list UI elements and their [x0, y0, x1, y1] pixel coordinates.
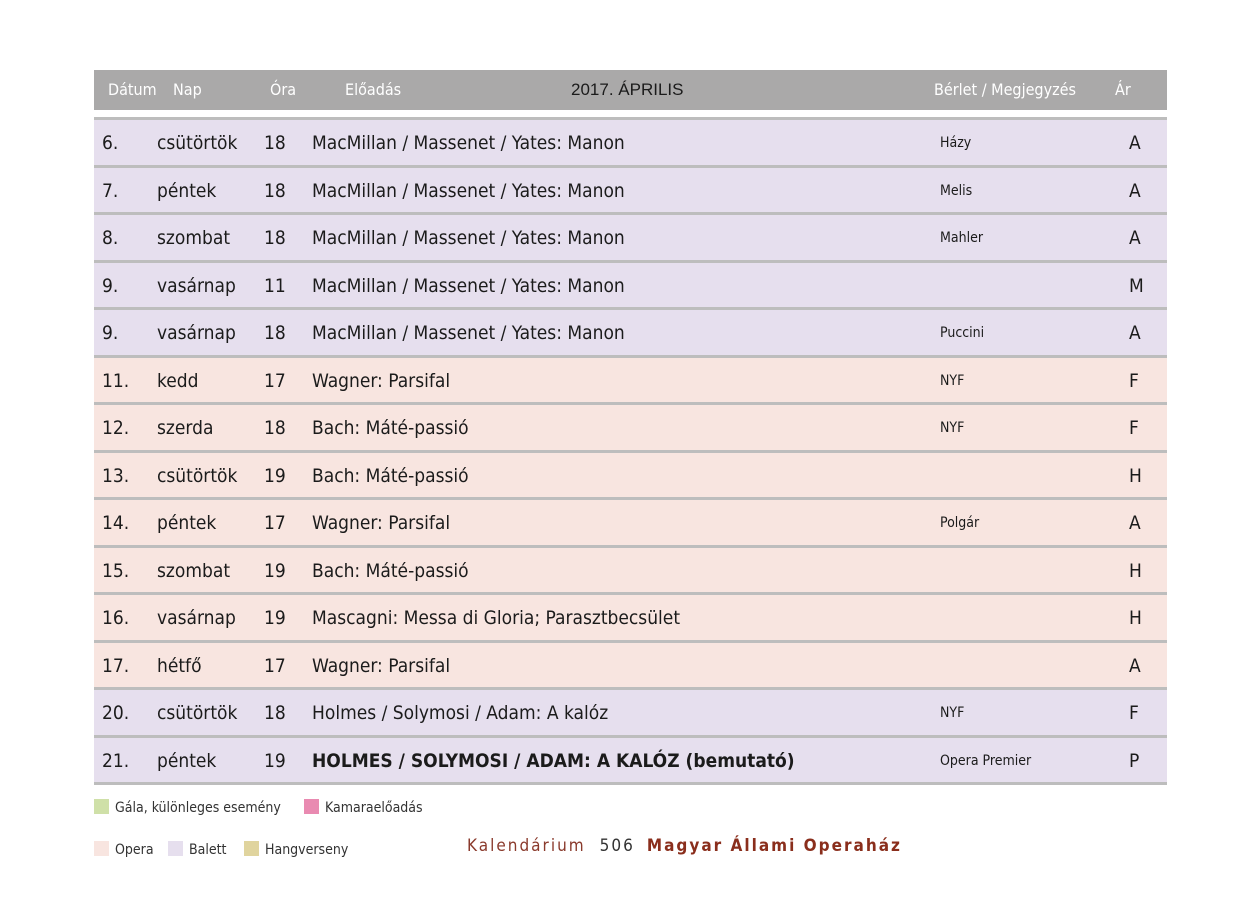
row-performance: MacMillan / Massenet / Yates: Manon [312, 322, 625, 344]
page-number: 506 [599, 836, 635, 856]
row-date: 9. [102, 322, 119, 344]
row-hour: 17 [264, 512, 286, 534]
legend-balett [168, 841, 226, 858]
row-note: NYF [940, 705, 965, 721]
row-performance: Bach: Máté-passió [312, 417, 469, 439]
table-row [94, 643, 1167, 691]
legend-gala-label: Gála, különleges esemény [115, 800, 281, 816]
row-date: 12. [102, 417, 130, 439]
row-performance: Wagner: Parsifal [312, 369, 451, 392]
row-hour: 18 [264, 702, 286, 724]
row-date: 7. [102, 179, 119, 202]
row-price: H [1129, 607, 1142, 629]
row-day: péntek [157, 179, 217, 202]
row-date: 8. [102, 227, 119, 249]
row-date: 16. [102, 607, 130, 629]
legend-kamara-label: Kamaraelőadás [325, 800, 423, 816]
row-price: A [1129, 322, 1141, 344]
row-day: péntek [157, 749, 217, 772]
row-day: csütörtök [157, 132, 238, 154]
row-price: A [1129, 179, 1141, 202]
row-hour: 17 [264, 369, 286, 392]
row-performance: MacMillan / Massenet / Yates: Manon [312, 179, 625, 202]
header-month: 2017. ÁPRILIS [571, 80, 684, 99]
row-date: 9. [102, 274, 119, 297]
row-performance: MacMillan / Massenet / Yates: Manon [312, 274, 625, 297]
footer-kalendarium: Kalendárium [467, 836, 586, 856]
table-row [94, 120, 1167, 168]
row-price: P [1129, 749, 1140, 772]
footer-organization: Magyar Állami Operaház [646, 836, 902, 856]
row-day: kedd [157, 369, 199, 392]
row-performance: MacMillan / Massenet / Yates: Manon [312, 132, 625, 154]
row-price: H [1129, 559, 1142, 582]
row-hour: 17 [264, 654, 286, 677]
opera-swatch [94, 841, 109, 856]
hangverseny-swatch [244, 841, 259, 856]
row-price: A [1129, 227, 1141, 249]
page-footer [467, 836, 902, 856]
header-hour: Óra [270, 80, 297, 99]
row-performance: Holmes / Solymosi / Adam: A kalóz [312, 702, 609, 724]
legend-hangverseny-label: Hangverseny [265, 842, 349, 858]
row-date: 15. [102, 559, 130, 582]
row-day: péntek [157, 512, 217, 534]
row-price: A [1129, 512, 1141, 534]
legend-balett-label: Balett [189, 842, 227, 858]
row-date: 6. [102, 132, 119, 154]
table-body [94, 120, 1167, 785]
table-row [94, 453, 1167, 501]
header-note: Bérlet / Megjegyzés [934, 80, 1076, 99]
table-header [94, 70, 1167, 110]
table-row [94, 690, 1167, 738]
table-row [94, 738, 1167, 786]
row-price: A [1129, 654, 1141, 677]
row-day: szombat [157, 227, 231, 249]
table-row [94, 168, 1167, 216]
legend-opera [94, 841, 154, 858]
row-day: vasárnap [157, 274, 236, 297]
header-day: Nap [173, 80, 202, 99]
header-date: Dátum [108, 80, 157, 99]
header-price: Ár [1115, 80, 1131, 99]
row-performance: Mascagni: Messa di Gloria; Parasztbecsület [312, 607, 681, 629]
row-date: 21. [102, 749, 130, 772]
row-performance: Wagner: Parsifal [312, 654, 451, 677]
table-row [94, 548, 1167, 596]
gala-swatch [94, 799, 109, 814]
row-price: M [1129, 274, 1144, 297]
row-price: H [1129, 464, 1142, 487]
row-hour: 19 [264, 464, 286, 487]
row-hour: 19 [264, 559, 286, 582]
row-price: F [1129, 702, 1139, 724]
row-note: Puccini [940, 325, 985, 341]
row-day: vasárnap [157, 607, 236, 629]
row-hour: 18 [264, 132, 286, 154]
row-performance: Bach: Máté-passió [312, 559, 469, 582]
row-date: 17. [102, 654, 130, 677]
row-note: NYF [940, 372, 965, 389]
row-performance: Bach: Máté-passió [312, 464, 469, 487]
header-performance: Előadás [345, 80, 402, 99]
table-row [94, 500, 1167, 548]
row-hour: 18 [264, 322, 286, 344]
table-row [94, 263, 1167, 311]
row-price: F [1129, 417, 1139, 439]
table-row [94, 215, 1167, 263]
row-note: Opera Premier [940, 752, 1032, 769]
program-table [94, 70, 1167, 785]
row-hour: 19 [264, 607, 286, 629]
legend-gala [94, 799, 281, 816]
row-day: szerda [157, 417, 214, 439]
legend-kamara [304, 799, 423, 816]
row-note: Mahler [940, 230, 983, 246]
legend-hangverseny [244, 841, 348, 858]
row-day: hétfő [157, 654, 202, 677]
row-hour: 18 [264, 179, 286, 202]
row-date: 11. [102, 369, 130, 392]
row-hour: 19 [264, 749, 286, 772]
row-note: Házy [940, 135, 972, 151]
row-performance: MacMillan / Massenet / Yates: Manon [312, 227, 625, 249]
header-gap [94, 110, 1167, 120]
row-note: Melis [940, 182, 973, 199]
row-hour: 18 [264, 227, 286, 249]
table-row [94, 310, 1167, 358]
kamara-swatch [304, 799, 319, 814]
row-hour: 18 [264, 417, 286, 439]
row-performance: HOLMES / SOLYMOSI / ADAM: A KALÓZ (bemutató) [312, 749, 795, 772]
row-day: csütörtök [157, 702, 238, 724]
row-hour: 11 [264, 274, 286, 297]
table-row [94, 358, 1167, 406]
row-price: A [1129, 132, 1141, 154]
row-day: szombat [157, 559, 231, 582]
table-row [94, 595, 1167, 643]
balett-swatch [168, 841, 183, 856]
row-date: 13. [102, 464, 130, 487]
row-note: Polgár [940, 515, 980, 531]
row-date: 20. [102, 702, 130, 724]
row-day: vasárnap [157, 322, 236, 344]
table-row [94, 405, 1167, 453]
row-day: csütörtök [157, 464, 238, 487]
row-price: F [1129, 369, 1139, 392]
legend-opera-label: Opera [115, 842, 154, 858]
row-date: 14. [102, 512, 130, 534]
row-note: NYF [940, 420, 965, 436]
row-performance: Wagner: Parsifal [312, 512, 451, 534]
